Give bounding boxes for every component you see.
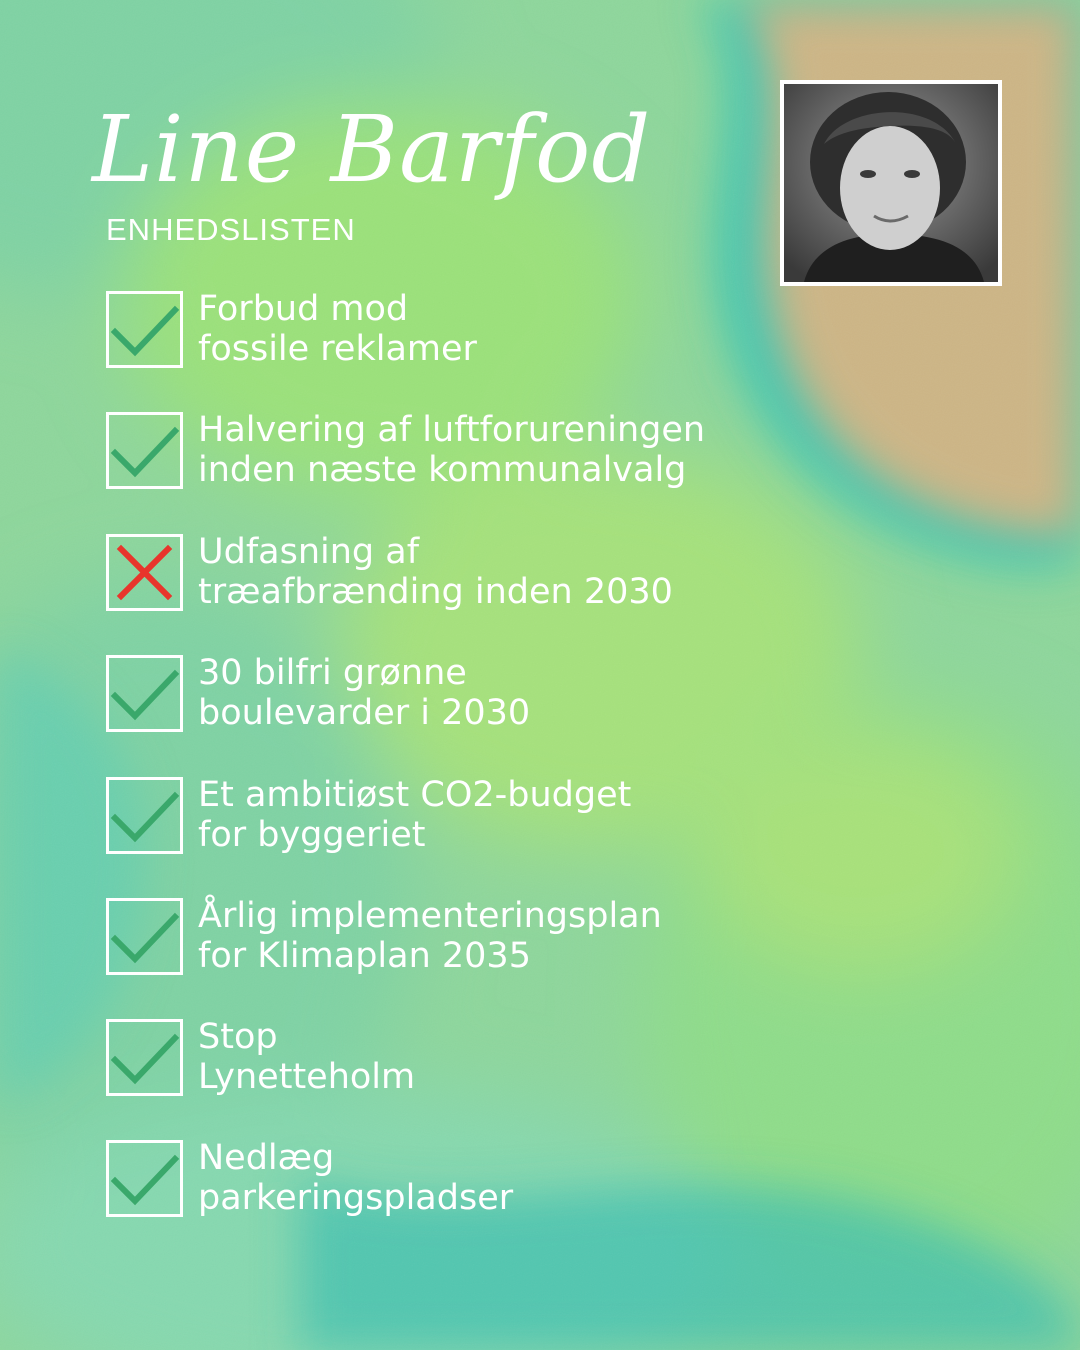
checklist-item (106, 655, 806, 735)
checkbox (106, 291, 183, 368)
party-name: ENHEDSLISTEN (106, 212, 356, 247)
item-label-line1: Et ambitiøst CO2-budget (198, 775, 632, 815)
item-label-line2: træafbrænding inden 2030 (198, 572, 673, 612)
item-label-line1: Nedlæg (198, 1138, 335, 1178)
item-label-line2: fossile reklamer (198, 329, 477, 369)
item-label-line1: Årlig implementeringsplan (198, 896, 662, 936)
item-label-line2: Lynetteholm (198, 1057, 416, 1097)
check-icon (109, 415, 180, 486)
checklist-item (106, 898, 806, 978)
item-label-line2: for Klimaplan 2035 (198, 936, 531, 976)
item-label-line2: parkeringspladser (198, 1178, 514, 1218)
check-icon (109, 294, 180, 365)
item-label-line1: Stop (198, 1017, 278, 1057)
checklist-item (106, 291, 806, 371)
checklist-item (106, 1019, 806, 1099)
check-icon (109, 901, 180, 972)
check-icon (109, 658, 180, 729)
cross-icon (109, 537, 180, 608)
item-label (198, 1138, 513, 1218)
item-label-line2: boulevarder i 2030 (198, 693, 531, 733)
checklist-item (106, 412, 806, 492)
item-label (198, 532, 673, 612)
item-label-line1: 30 bilfri grønne (198, 653, 467, 693)
portrait-image (784, 84, 998, 282)
item-label (198, 1017, 415, 1097)
check-icon (109, 1022, 180, 1093)
checkbox (106, 655, 183, 732)
checklist-item (106, 777, 806, 857)
checkbox (106, 412, 183, 489)
checkbox (106, 1019, 183, 1096)
item-label (198, 653, 530, 733)
item-label (198, 410, 705, 490)
item-label (198, 289, 477, 369)
checklist-item (106, 534, 806, 614)
item-label-line1: Forbud mod (198, 289, 409, 329)
item-label-line2: inden næste kommunalvalg (198, 450, 687, 490)
check-icon (109, 780, 180, 851)
candidate-photo (780, 80, 1002, 286)
item-label (198, 775, 631, 855)
checkbox (106, 898, 183, 975)
checkbox (106, 777, 183, 854)
checklist-item (106, 1140, 806, 1220)
item-label-line1: Halvering af luftforureningen (198, 410, 706, 450)
check-icon (109, 1143, 180, 1214)
item-label-line2: for byggeriet (198, 815, 426, 855)
checkbox (106, 1140, 183, 1217)
item-label (198, 896, 662, 976)
checkbox (106, 534, 183, 611)
item-label-line1: Udfasning af (198, 532, 420, 572)
candidate-name: Line Barfod (92, 96, 652, 203)
